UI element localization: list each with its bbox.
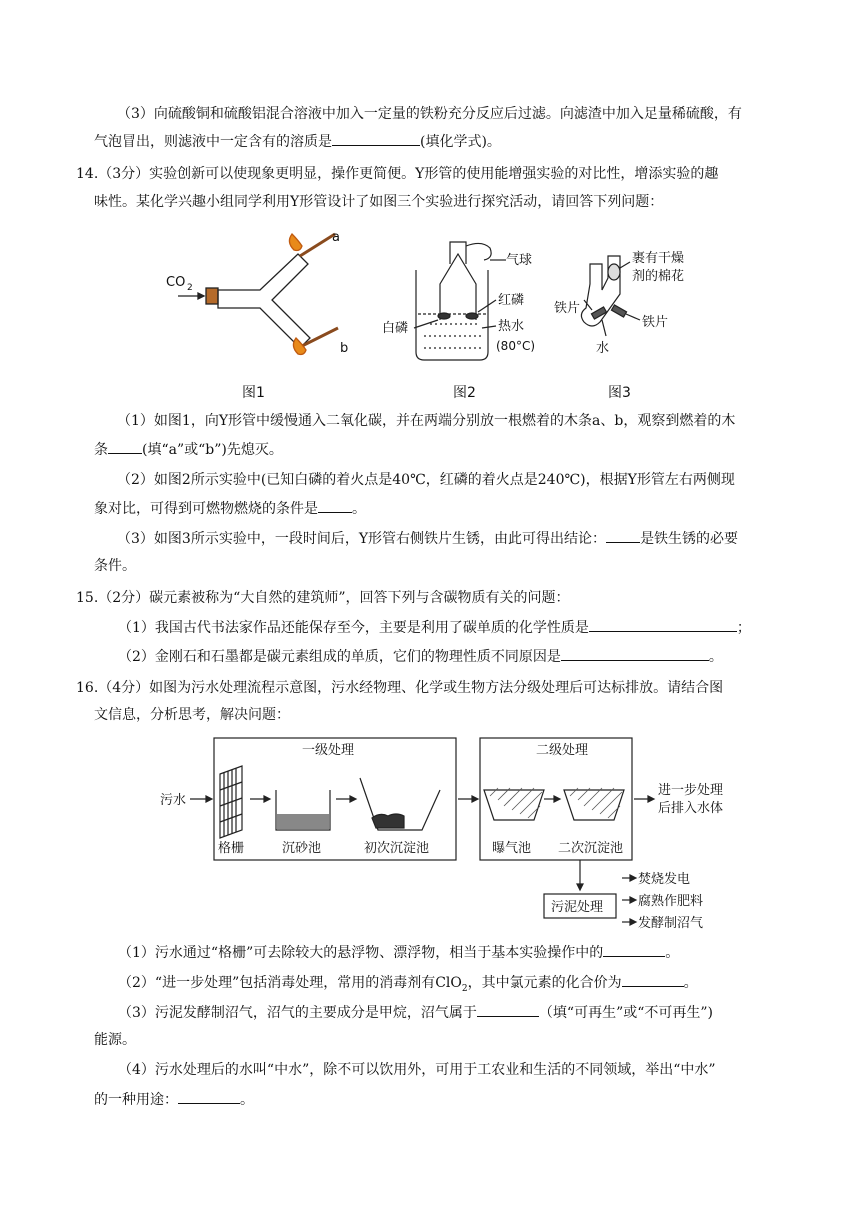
primary-tank-label: 初次沉淀池 (364, 841, 430, 856)
white-phosphorus-label: 白磷 (382, 321, 409, 336)
co2-sub: 2 (187, 283, 193, 293)
co2-label: CO (166, 275, 186, 290)
iron-left-label: 铁片 (554, 301, 581, 316)
q16-stem-line1: 16.（4分）如图为污水处理流程示意图，污水经物理、化学或生物方法分级处理后可达标排放。请结合图 (76, 680, 724, 696)
figure-1 (166, 230, 348, 356)
q16-1-text: （1）污水通过“格栅”可去除较大的悬浮物、漂浮物，相当于基本实验操作中的 (118, 945, 604, 961)
q16-3-line2: 能源。 (94, 1032, 136, 1048)
cotton-label-2: 剂的棉花 (632, 269, 685, 284)
q15-1-text: （1）我国古代书法家作品还能保存至今，主要是利用了碳单质的化学性质是 (118, 620, 589, 636)
q14-stem-line2: 味性。某化学兴趣小组同学利用Y形管设计了如图三个实验进行探究活动，请回答下列问题： (94, 194, 664, 210)
q14-1-text: 条 (94, 442, 108, 458)
q16-4-text-end: 。 (240, 1092, 254, 1108)
q16-1-text-end: 。 (665, 945, 680, 961)
stage1-label: 一级处理 (302, 743, 355, 758)
q14-2-line1: （2）如图2所示实验中(已知白磷的着火点是40℃，红磷的着火点是240℃)，根据Y形管左右两侧现 (117, 472, 735, 488)
grid-label: 格栅 (218, 841, 245, 856)
figure-3-caption: 图3 (608, 385, 631, 401)
answer-blank[interactable] (477, 1002, 539, 1017)
figure-2-caption: 图2 (453, 385, 476, 401)
grit-chamber-label: 沉砂池 (282, 841, 322, 856)
q16-1-line (118, 942, 679, 963)
answer-blank[interactable] (606, 528, 640, 543)
answer-blank[interactable] (561, 646, 709, 661)
use-power-label: 焚烧发电 (638, 872, 691, 887)
sewage-flow-diagram (160, 734, 760, 930)
q15-2-line (118, 646, 723, 667)
grid-icon (220, 766, 242, 838)
q14-2-text-end: 。 (352, 501, 366, 517)
iron-right-label: 铁片 (642, 315, 669, 330)
answer-blank[interactable] (589, 617, 737, 632)
q16-3-line1 (118, 1002, 713, 1023)
q16-4-line1: （4）污水处理后的水叫“中水”，除不可以饮用外，可用于工农业和生活的不同领域，举出“中水” (118, 1062, 716, 1078)
q14-figures (160, 224, 700, 374)
answer-blank[interactable] (178, 1089, 240, 1104)
cotton-label-1: 裹有干燥 (632, 251, 685, 266)
label-a: a (332, 230, 340, 245)
q16-3-text: （3）污泥发酵制沼气，沼气的主要成分是甲烷，沼气属于 (118, 1005, 477, 1021)
q13-3-text-end: (填化学式)。 (420, 134, 501, 150)
q14-1-line2 (94, 439, 283, 460)
clo2-subscript: 2 (461, 983, 468, 994)
q14-2-text: 象对比，可得到可燃物燃烧的条件是 (94, 501, 318, 517)
use-fertilizer-label: 腐熟作肥料 (638, 894, 704, 909)
q16-4-line2 (94, 1089, 254, 1110)
q14-3-line2: 条件。 (94, 558, 136, 574)
q16-2-text-mid: ，其中氯元素的化合价为 (467, 975, 622, 991)
q14-2-line2 (94, 498, 366, 519)
q16-2-text: （2）“进一步处理”包括消毒处理，常用的消毒剂有ClO (118, 975, 462, 991)
answer-blank[interactable] (622, 972, 684, 987)
further-processing-label-1: 进一步处理 (658, 783, 724, 798)
q14-1-line1: （1）如图1，向Y形管中缓慢通入二氧化碳，并在两端分别放一根燃着的木条a、b，观察到燃着的木 (117, 413, 736, 429)
q13-3-line1: （3）向硫酸铜和硫酸铝混合溶液中加入一定量的铁粉充分反应后过滤。向滤渣中加入足量稀硫酸，有 (117, 106, 742, 122)
q13-3-text: 气泡冒出，则滤液中一定含有的溶质是 (94, 134, 332, 150)
q16-stem-line2: 文信息，分析思考，解决问题： (94, 707, 290, 723)
q16-3-text-end: （填“可再生”或“不可再生”) (538, 1005, 713, 1021)
use-biogas-label: 发酵制沼气 (638, 916, 704, 930)
label-b: b (340, 341, 349, 356)
temp-label: (80°C) (496, 339, 536, 353)
q15-1-text-end: ； (736, 620, 751, 636)
q14-3-line1 (117, 528, 738, 549)
q14-stem-line1: 14.（3分）实验创新可以使现象更明显，操作更简便。Y形管的使用能增强实验的对比性，增添实验的趣 (76, 166, 719, 182)
answer-blank[interactable] (603, 942, 665, 957)
figure-1-caption: 图1 (242, 385, 265, 401)
water-label: 水 (596, 341, 610, 356)
sewage-label: 污水 (160, 793, 187, 808)
q16-2-line (118, 972, 698, 999)
hot-water-label: 热水 (498, 319, 525, 334)
q15-2-text-end: 。 (708, 649, 723, 665)
further-processing-label-2: 后排入水体 (658, 801, 724, 816)
q13-3-line2 (94, 131, 501, 152)
q16-2-text-end: 。 (683, 975, 698, 991)
figure-2 (382, 242, 535, 360)
q16-4-text: 的一种用途： (94, 1092, 178, 1108)
answer-blank[interactable] (108, 439, 142, 454)
figure-3 (554, 250, 684, 356)
stage2-label: 二级处理 (536, 743, 589, 758)
q14-3-text: （3）如图3所示实验中，一段时间后，Y形管右侧铁片生锈，由此可得出结论： (117, 531, 607, 547)
q15-stem: 15.（2分）碳元素被称为“大自然的建筑师”，回答下列与含碳物质有关的问题： (76, 590, 570, 606)
q15-1-line (118, 617, 751, 638)
answer-blank[interactable] (318, 498, 352, 513)
aeration-tank-label: 曝气池 (492, 841, 532, 856)
q14-3-text-end: 是铁生锈的必要 (640, 531, 739, 547)
q15-2-text: （2）金刚石和石墨都是碳元素组成的单质，它们的物理性质不同原因是 (118, 649, 561, 665)
secondary-tank-label: 二次沉淀池 (558, 841, 624, 856)
balloon-label: 气球 (506, 253, 533, 268)
q14-1-text-end: (填“a”或“b”)先熄灭。 (142, 442, 283, 458)
answer-blank[interactable] (332, 131, 420, 146)
red-phosphorus-label: 红磷 (498, 293, 525, 308)
sludge-label: 污泥处理 (551, 900, 604, 915)
